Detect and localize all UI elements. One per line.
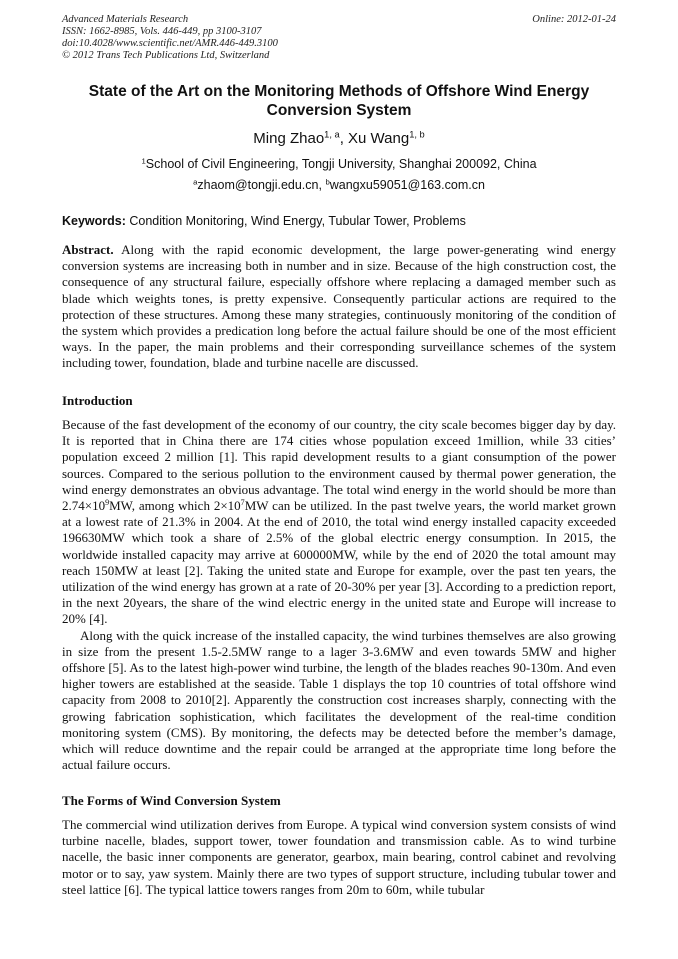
author-name: Ming Zhao (253, 130, 325, 147)
keywords-label: Keywords: (62, 214, 126, 228)
author-emails (62, 178, 616, 193)
exponent: 9 (105, 498, 110, 508)
copyright-line: © 2012 Trans Tech Publications Ltd, Switzerland (62, 50, 270, 61)
issn-line: ISSN: 1662-8985, Vols. 446-449, pp 3100-3107 (62, 26, 262, 37)
doi-line: doi:10.4028/www.scientific.net/AMR.446-449.3100 (62, 38, 278, 49)
online-date: Online: 2012-01-24 (532, 14, 616, 25)
author-list (62, 130, 616, 148)
journal-name: Advanced Materials Research (62, 14, 189, 25)
author-name: Xu Wang (348, 130, 410, 147)
keywords-text: Condition Monitoring, Wind Energy, Tubular Tower, Problems (125, 214, 466, 228)
abstract-text: Along with the rapid economic development, the large power-generating wind energy conversion systems are increasing both in number and in size. Because of the high construction cost, the consequence of any structural failure, especially offshore where replacing a damaged member such as blade which weights tones, is pretty expensive. Consequently particular actions are required to the protection of these structures. Among these many strategies, continuously monitoring of the condition of the system which provides a predication long before the actual failure should be one of the most efficient ways. In the paper, the main problems and their corresponding surveillance schemes of the system including tower, foundation, blade and turbine nacelle are discussed. (62, 242, 616, 371)
email-address: wangxu59051@163.com.cn (329, 178, 485, 192)
forms-body (62, 817, 616, 898)
keywords (62, 214, 616, 229)
section-heading-forms: The Forms of Wind Conversion System (62, 793, 281, 808)
author-superscript: 1, a (324, 129, 340, 140)
author-superscript: 1, b (409, 129, 425, 140)
abstract (62, 242, 616, 372)
paragraph: Along with the quick increase of the installed capacity, the wind turbines themselves are also growing in size from the present 1.5-2.5MW range to a lager 3-3.6MW and even towards 5MW and higher offshore [5]. As to the latest high-power wind turbine, the length of the blades reaches 90-130m. And even higher towers are established at the seaside. Table 1 displays the top 10 countries of total offshore wind capacity from 2008 to 2010[2]. Apparently the construction cost increases sharply, connecting with the growing fabrication sophistication, which facilitates the development of the real-time condition monitoring system (CMS). By monitoring, the defects may be detected before the member’s damage, which will reduce downtime and the repair could be arranged at the appropriate time long before the actual failure occurs. (62, 627, 616, 773)
paragraph (62, 417, 616, 628)
affiliation-text: School of Civil Engineering, Tongji University, Shanghai 200092, China (145, 157, 537, 171)
author-separator: , (339, 130, 349, 147)
paragraph-text: MW, among which 2×10 (109, 498, 241, 514)
paragraph-text: Because of the fast development of the economy of our country, the city scale becomes bigger day by day. It is reported that in China there are 174 cities whose population exceed 1million, while 33 cities’ population exceed 2 million [1]. This rapid development results to a giant consumption of the power sources. Compared to the serious pollution to the environment caused by thermal power generation, the wind energy demonstrates an obvious advantage. The total wind energy in the world should be more than 2.74×10 (62, 417, 616, 514)
introduction-body (62, 417, 616, 773)
affiliation-superscript: 1 (141, 156, 146, 166)
affiliation (62, 157, 616, 172)
paragraph-text: MW can be utilized. In the past twelve years, the world market grown at a lowest rate of 21.3% in 2004. At the end of 2010, the total wind energy installed capacity exceeded 196630MW which took a share of 2.5% of the global electric energy consumption. In 2015, the worldwide installed capacity may arrive at 600000MW, while by the end of 2020 the total amount may reach 150MW at least [2]. Taking the united state and Europe for example, over the past ten years, the utilization of the wind energy has grown at a rate of 20-30% per year [3]. According to a prediction report, in the next 20years, the share of the wind electric energy in the united state and Europe will increase to 20% [4]. (62, 498, 616, 627)
paragraph: The commercial wind utilization derives from Europe. A typical wind conversion system consists of wind turbine nacelle, blades, support tower, tower foundation and transmission cable. As to wind turbine nacelle, the basic inner components are generator, gearbox, main bearing, control cabinet and revolving motor or to say, yaw system. Mainly there are two types of support structure, including tubular tower and steel lattice [6]. The typical lattice towers ranges from 20m to 60m, while tubular (62, 817, 616, 897)
paper-title: State of the Art on the Monitoring Methods of Offshore Wind Energy Conversion System (88, 83, 590, 119)
section-heading-introduction: Introduction (62, 393, 133, 408)
exponent: 7 (240, 498, 245, 508)
email-address: zhaom@tongji.edu.cn, (197, 178, 326, 192)
journal-header (62, 14, 616, 62)
abstract-label: Abstract. (62, 242, 114, 257)
email-superscript: b (325, 177, 330, 187)
email-superscript: a (193, 177, 198, 187)
